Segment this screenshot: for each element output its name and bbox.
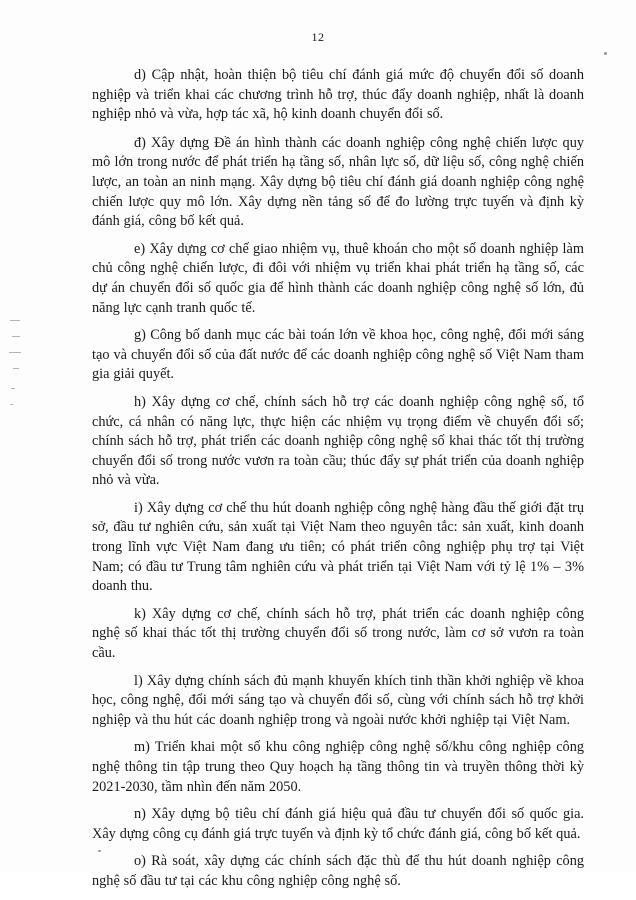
paragraph-n: n) Xây dựng bộ tiêu chí đánh giá hiệu quả đầu tư chuyển đổi số quốc gia. Xây dựng công cụ đánh giá trực tuyến và định kỳ tổ chức đánh giá, công bố kết quả.: [92, 806, 584, 842]
paragraph-o: o) Rà soát, xây dựng các chính sách đặc thù để thu hút doanh nghiệp công nghệ số đầu tư tại các khu công nghiệp công nghệ số.: [92, 853, 584, 889]
scan-speck: [98, 850, 101, 852]
paragraph-l: l) Xây dựng chính sách đủ mạnh khuyến khích tinh thần khởi nghiệp về khoa học, công nghệ, đổi mới sáng tạo và chuyển đổi số, cùng với chính sách hỗ trợ khởi nghiệp và thu hút các doanh nghiệp trong và ngoài nước khởi nghiệp tại Việt Nam.: [92, 672, 584, 728]
paragraph-e: e) Xây dựng cơ chế giao nhiệm vụ, thuê khoán cho một số doanh nghiệp làm chủ công nghệ chiến lược, đi đôi với nhiệm vụ triển khai phát triển hạ tầng số, các dự án chuyển đổi số quốc gia để hình thành các doanh nghiệp công nghệ số lớn, đủ năng lực cạnh tranh quốc tế.: [92, 240, 584, 316]
document-body: [92, 66, 584, 900]
paragraph-h: h) Xây dựng cơ chế, chính sách hỗ trợ các doanh nghiệp công nghệ số, tổ chức, cá nhân có năng lực, thực hiện các nhiệm vụ trọng điểm về chuyển đổi số; chính sách hỗ trợ, phát triển các doanh nghiệp công nghệ số khai thác tốt thị trường chuyển đổi số trong nước vươn ra toàn cầu; thúc đẩy sự phát triển của doanh nghiệp nhỏ và vừa.: [92, 393, 584, 489]
scan-edge-marks: [8, 318, 26, 418]
paragraph-dd: đ) Xây dựng Đề án hình thành các doanh nghiệp công nghệ chiến lược quy mô lớn trong nước để phát triển hạ tầng số, nhân lực số, dữ liệu số, công nghệ chiến lược, an toàn an ninh mạng. Xây dựng bộ tiêu chí đánh giá doanh nghiệp công nghệ chiến lược quy mô lớn. Xây dựng nền tảng số để đo lường trực tuyến và định kỳ đánh giá, công bố kết quả.: [92, 134, 584, 230]
page-number: 12: [311, 30, 325, 44]
paragraph-d: d) Cập nhật, hoàn thiện bộ tiêu chí đánh giá mức độ chuyển đổi số doanh nghiệp và triển khai các chương trình hỗ trợ, thúc đẩy doanh nghiệp, nhất là doanh nghiệp nhỏ và vừa, hợp tác xã, hộ kinh doanh chuyển đổi số.: [92, 67, 584, 123]
scan-speck: [604, 52, 607, 55]
paragraph-k: k) Xây dựng cơ chế, chính sách hỗ trợ, phát triển các doanh nghiệp công nghệ số khai thác tốt thị trường chuyển đổi số trong nước, làm cơ sở vươn ra toàn cầu.: [92, 605, 584, 662]
paragraph-i: i) Xây dựng cơ chế thu hút doanh nghiệp công nghệ hàng đầu thế giới đặt trụ sở, đầu tư nghiên cứu, sản xuất tại Việt Nam theo nguyên tắc: sản xuất, kinh doanh trong lĩnh vực Việt Nam đang ưu tiên; có phát triển công nghiệp phụ trợ tại Việt Nam; có đầu tư Trung tâm nghiên cứu và phát triển tại Việt Nam với tỷ lệ 1% – 3% doanh thu.: [92, 499, 584, 595]
paragraph-g: g) Công bố danh mục các bài toán lớn về khoa học, công nghệ, đổi mới sáng tạo và chuyển đổi số của đất nước để các doanh nghiệp công nghệ số Việt Nam tham gia giải quyết.: [92, 327, 584, 383]
paragraph-m: m) Triển khai một số khu công nghiệp công nghệ số/khu công nghiệp công nghệ thông tin tập trung theo Quy hoạch hạ tầng thông tin và truyền thông thời kỳ 2021-2030, tầm nhìn đến năm 2050.: [92, 739, 584, 795]
